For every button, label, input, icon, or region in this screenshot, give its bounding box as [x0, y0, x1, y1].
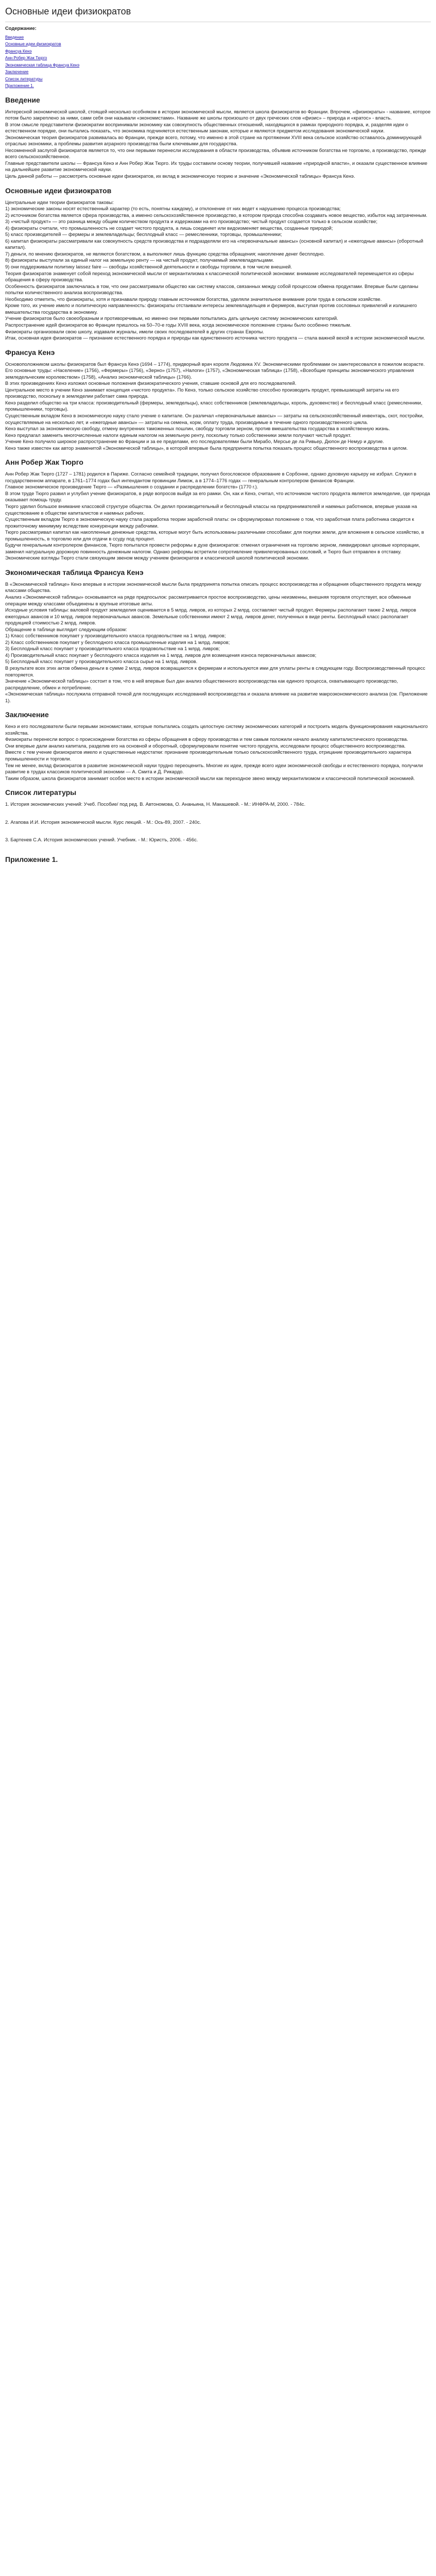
reference-item: 3. Бартенев С.А. История экономических учений. Учебник. - М.: Юристъ, 2006. - 456с.	[5, 837, 198, 843]
paragraph: 8) физиократы выступали за единый налог на земельную ренту — на чистый продукт, получаемый землевладельцами.	[5, 257, 274, 263]
paragraph: 4) физиократы считали, что промышленность не создает чистого продукта, а лишь соединяет или видоизменяет вещества, созданные природой;	[5, 225, 333, 231]
paragraph: Анализ «Экономической таблицы» основывается на ряде предпосылок: рассматривается простое воспроизводство, цены неизменны, внешняя торговля отсутствует, все обменные операции между классами объединены в крупные итоговые акты.	[5, 594, 411, 606]
reference-item: 1. История экономических учений: Учеб. Пособие/ под ред. В. Автономова, О. Ананьина, Н. Макашевой. - М.: ИНФРА-М, 2000. - 784с.	[5, 801, 306, 807]
paragraph: Физиократы организовали свою школу, издавали журналы, имели своих последователей в других странах Европы.	[5, 328, 264, 334]
paragraph: Теория физиократов знаменует собой переход экономической мысли от меркантилизма к классической политической экономии: внимание исследователей перемещается из сферы обращения в сферу производства.	[5, 270, 414, 283]
section-heading: Экономическая таблица Франсуа Кенэ	[5, 568, 144, 577]
toc-link[interactable]: Список литературы	[5, 76, 43, 81]
paragraph: 5) Бесплодный класс покупает у производительного класса сырье на 1 млрд. ливров.	[5, 658, 198, 665]
paragraph: Они впервые дали анализ капитала, разделив его на основной и оборотный, сформулировали понятие чистого продукта, исследовали процесс общественного воспроизводства.	[5, 742, 406, 749]
toc-heading: Содержание:	[5, 25, 37, 31]
paragraph: 4) Производительный класс покупает у бесплодного класса изделия на 1 млрд. ливров для возмещения износа первоначальных авансов;	[5, 652, 317, 658]
paragraph: «Экономическая таблица» послужила отправной точкой для последующих исследований воспроизводства и оказала влияние на развитие макроэкономического анализа (см. Приложение 1).	[5, 691, 428, 703]
toc-link[interactable]: Основные идеи физиократов	[5, 42, 61, 47]
section-body	[5, 361, 431, 452]
section-heading: Основные идеи физиократов	[5, 186, 112, 195]
paragraph: Тюрго уделил большое внимание классовой структуре общества. Он делил производительный и бесплодный классы на предпринимателей и наемных работников, впервые указав на существование в обществе капиталистов и наемных рабочих.	[5, 503, 417, 516]
paragraph: 7) деньги, по мнению физиократов, не являются богатством, а выполняют лишь функцию средства обращения; накопление денег бесплодно.	[5, 250, 325, 257]
paragraph: Учение Кенэ получило широкое распространение во Франции и за ее пределами, его последователями были Мирабо, Мерсье де ла Ривьер, Дюпон де Немур и другие.	[5, 438, 384, 445]
paragraph: Экономические взгляды Тюрго стали связующим звеном между учением физиократов и классической школой политической экономии.	[5, 555, 309, 561]
section-body	[5, 199, 431, 342]
paragraph: Распространение идей физиократов во Франции пришлось на 50–70-е годы XVIII века, когда экономическое положение страны было особенно тяжелым.	[5, 321, 352, 328]
paragraph: 6) капитал физиократы рассматривали как совокупность средств производства и подразделяли его на «первоначальные авансы» (основной капитал) и «ежегодные авансы» (оборотный капитал).	[5, 238, 424, 250]
section-heading: Введение	[5, 95, 40, 104]
paragraph: 1) Класс собственников покупает у производительного класса продовольствие на 1 млрд. ливров;	[5, 633, 226, 639]
paragraph: Таким образом, школа физиократов занимает особое место в истории экономической мысли как переходное звено между меркантилизмом и классической политической экономией.	[5, 775, 415, 781]
paragraph: Основоположником школы физиократов был Франсуа Кенэ (1694 – 1774), придворный врач короля Людовика XV. Экономическими проблемами он заинтересовался в пожилом возрасте.	[5, 361, 425, 367]
paragraph: Необходимо отметить, что физиократы, хотя и признавали природу главным источником богатства, уделяли значительное внимание роли труда в сельском хозяйстве.	[5, 296, 382, 302]
paragraph: 2) источником богатства является сфера производства, а именно сельскохозяйственное производство, в котором природа способна создавать новое вещество, избыток над затраченным.	[5, 212, 428, 218]
document-title: Основные идеи физиократов	[5, 6, 131, 16]
paragraph: 1) экономические законы носят естественный характер (то есть, понятны каждому), и отклонение от них ведет к нарушению процесса производства;	[5, 206, 341, 212]
paragraph: Вместе с тем учение физиократов имело и существенные недостатки: признание производительным только сельскохозяйственного труда, отрицание производительного характера промышленности и торговли.	[5, 749, 411, 762]
section-heading: Заключение	[5, 710, 49, 719]
paragraph: Его основные труды: «Население» (1756), «Фермеры» (1756), «Зерно» (1757), «Налоги» (1757), «Экономическая таблица» (1758), «Всеобщие принципы экономического управления земледельческим королевством» (1758), «Анализ экономической таблицы» (1766).	[5, 367, 414, 380]
paragraph: Кенэ также известен как автор знаменитой «Экономической таблицы», в которой впервые была предпринята попытка показать процесс общественного воспроизводства в целом.	[5, 445, 408, 451]
paragraph: Особенность физиократов заключалась в том, что они рассматривали общество как систему классов, связанных между собой процессом обмена продуктами. Впервые были сделаны попытки количественного анализа воспроизводства.	[5, 283, 418, 296]
paragraph: Обращение в таблице выглядит следующим образом:	[5, 626, 127, 632]
paragraph: В этих произведениях Кенэ изложил основные положения физиократического учения, ставшие основой для его последователей.	[5, 380, 297, 386]
paragraph: Главные представители школы — Франсуа Кенэ и Анн Робер Жак Тюрго. Их труды составили основу теории, получившей название «природной власти», и оказали существенное влияние на дальнейшее развитие экономической науки.	[5, 160, 428, 173]
paragraph: Анн Робер Жак Тюрго (1727 – 1781) родился в Париже. Согласно семейной традиции, получил богословское образование в Сорбонне, однако духовную карьеру не избрал. Служил в государственном аппарате, в 1761–1774 годах был интендантом провинции Лимож, а в 1774–1776 годах — генеральным контролером финансов Франции.	[5, 471, 416, 483]
toc-link[interactable]: Франсуа Кенэ	[5, 48, 32, 54]
paragraph: В результате всех этих актов обмена деньги в сумме 2 млрд. ливров возвращаются к фермерам и используются ими для уплаты ренты в следующем году. Воспроизводственный процесс повторяется.	[5, 665, 426, 677]
paragraph: 2) Класс собственников покупает у бесплодного класса промышленные изделия на 1 млрд. ливров;	[5, 639, 230, 645]
section-body	[5, 723, 431, 782]
paragraph: Тем не менее, вклад физиократов в развитие экономической науки трудно переоценить. Многие их идеи, прежде всего идеи экономической свободы и естественного порядка, получили развитие в трудах классиков политической экономии — А. Смита и Д. Рикардо.	[5, 762, 423, 775]
paragraph: 9) они поддерживали политику laissez faire — свободы хозяйственной деятельности и свободы торговли, в том числе внешней.	[5, 264, 292, 270]
references-heading: Список литературы	[5, 788, 77, 797]
paragraph: Учение физиократов было своеобразным и противоречивым, но именно они первыми попытались дать цельную систему экономических категорий.	[5, 315, 338, 321]
paragraph: Центральное место в учении Кенэ занимает концепция «чистого продукта». По Кенэ, только сельское хозяйство способно производить продукт, превышающий затраты на его производство, поскольку в земледелии работает сама природа.	[5, 386, 399, 399]
paragraph: Интересной экономической школой, стоящей несколько особняком в истории экономической мысли, является школа физиократов во Франции. Впрочем, «физиократы» - название, которое потом было закреплено за ними, сами себя они называли «экономистами». Название же школы произошло от двух греческих слов «физис» – природа и «кратос» - власть.	[5, 108, 431, 121]
paragraph: 3) Бесплодный класс покупает у производительного класса продовольствие на 1 млрд. ливров;	[5, 646, 220, 652]
section-body	[5, 109, 431, 180]
paragraph: Центральные идеи теории физиократов таковы:	[5, 199, 114, 205]
paragraph: Значение «Экономической таблицы» состоит в том, что в ней впервые был дан анализ общественного воспроизводства как единого процесса, охватывающего производство, распределение, обмен и потребление.	[5, 678, 398, 690]
toc-link[interactable]: Приложение 1.	[5, 83, 34, 89]
references-list	[5, 801, 431, 843]
toc-link[interactable]: Анн Робер Жак Тюрго	[5, 56, 47, 61]
paragraph: В этом смысле представители физиократии воспринимали экономику как совокупность общественных отношений, находящихся в рамках природного порядка, и, разделяя идеи о естественном порядке, они пытались показать, что экономика подчиняется естественным законам, которые и являются предметом исследования экономической науки.	[5, 121, 408, 134]
section-heading: Франсуа Кенэ	[5, 348, 55, 357]
paragraph: Кроме того, их учение имело и политическую направленность: физиократы отстаивали интересы землевладельцев и фермеров, выступая против сословных привилегий и излишнего вмешательства государства в экономику.	[5, 302, 417, 315]
appendix-heading: Приложение 1.	[5, 855, 58, 863]
paragraph: Тюрго рассматривал капитал как накопленные денежные средства, которые могут быть использованы различными способами: для покупки земли, для вложения в сельское хозяйство, в промышленность, в торговлю или для отдачи в ссуду под процент.	[5, 529, 424, 541]
paragraph: Главное экономическое произведение Тюрго — «Размышления о создании и распределении богатств» (1770 г.).	[5, 484, 258, 490]
paragraph: Цель данной работы — рассмотреть основные идеи физиократов, их вклад в экономическую теорию и значение «Экономической таблицы» Франсуа Кенэ.	[5, 173, 355, 179]
paragraph: Кенэ выступал за экономическую свободу, отмену внутренних таможенных пошлин, свободу торговли зерном, против вмешательства государства в хозяйственную жизнь.	[5, 426, 390, 432]
paragraph: Существенным вкладом Кенэ в экономическую науку стало учение о капитале. Он различал «первоначальные авансы» — затраты на сельскохозяйственный инвентарь, скот, постройки, осуществляемые на несколько лет, и «ежегодные авансы» — затраты на семена, корм, оплату труда, производимые в течение одного производственного цикла.	[5, 412, 424, 425]
paragraph: 3) «чистый продукт» — это разница между общим количеством продукта и издержками на его производство; чистый продукт создается только в сельском хозяйстве;	[5, 218, 378, 225]
reference-item: 2. Агапова И.И. История экономической мысли. Курс лекций. - М.: Ось-89, 2007. - 240с.	[5, 819, 201, 825]
paragraph: Итак, основная идея физиократов — признание естественного порядка и природы как единственного источника чистого продукта — стала важной вехой в истории экономической мысли.	[5, 335, 425, 341]
paragraph: Физиократы перенесли вопрос о происхождении богатства из сферы обращения в сферу производства и тем самым положили начало анализу капиталистического производства.	[5, 736, 408, 742]
toc-link[interactable]: Введение	[5, 35, 24, 40]
paragraph: В «Экономической таблице» Кенэ впервые в истории экономической мысли была предпринята попытка описать процесс воспроизводства и обращения общественного продукта между классами общества.	[5, 581, 422, 594]
paragraph: Будучи генеральным контролером финансов, Тюрго попытался провести реформы в духе физиократов: отменил ограничения на торговлю зерном, ликвидировал цеховые корпорации, заменил натуральную дорожную повинность денежным налогом. Однако реформы встретили сопротивление привилегированных сословий, и Тюрго был отправлен в отставку.	[5, 542, 420, 554]
toc-link[interactable]: Экономическая таблица Франсуа Кенэ	[5, 62, 80, 67]
paragraph: 5) класс производителей — фермеры и землевладельцы; бесплодный класс — ремесленники, торговцы, промышленники;	[5, 231, 282, 238]
paragraph: Экономическая теория физиократов развивалась во Франции, прежде всего, потому, что именно в этой стране на протяжении XVIII века сельское хозяйство оставалось доминирующей отраслью экономики, а проблемы развития аграрного производства были ключевыми для государства.	[5, 134, 422, 147]
paragraph: Кенэ и его последователи были первыми экономистами, которые попытались создать целостную систему экономических категорий и построить модель функционирования национального хозяйства.	[5, 723, 428, 736]
paragraph: Несомненной заслугой физиократов является то, что они первыми перенесли исследования в области производства, объявив источником богатства не торговлю, а производство, прежде всего сельскохозяйственное.	[5, 147, 426, 160]
section-body	[5, 471, 431, 562]
document-page	[0, 0, 436, 864]
paragraph: Кенэ предлагал заменить многочисленные налоги единым налогом на земельную ренту, поскольку только собственники земли получают чистый продукт.	[5, 432, 352, 438]
paragraph: Исходные условия таблицы: валовой продукт земледелия оценивается в 5 млрд. ливров, из которых 2 млрд. составляет чистый продукт. Фермеры располагают также 2 млрд. ливров ежегодных авансов и 10 млрд. ливров первоначальных авансов. Земельные собственники имеют 2 млрд. ливров денег, полученных в виде ренты. Бесплодный класс располагает продукцией стоимостью 2 млрд. ливров.	[5, 607, 416, 626]
section-heading: Анн Робер Жак Тюрго	[5, 458, 83, 467]
paragraph: Существенным вкладом Тюрго в экономическую науку стала разработка теории заработной платы: он сформулировал положение о том, что заработная плата работника сводится к прожиточному минимуму вследствие конкуренции между рабочими.	[5, 516, 414, 529]
table-of-contents	[5, 35, 431, 89]
document-body	[5, 95, 431, 782]
section-body	[5, 581, 431, 704]
paragraph: В этом труде Тюрго развил и углубил учение физиократов, в ряде вопросов выйдя за его рамки. Он, как и Кенэ, считал, что источником чистого продукта является земледелие, где природа оказывает помощь труду.	[5, 490, 430, 503]
toc-link[interactable]: Заключение	[5, 70, 29, 75]
paragraph: Кенэ разделил общество на три класса: производительный (фермеры, земледельцы), класс собственников (землевладельцы, король, духовенство) и бесплодный класс (ремесленники, промышленники, торговцы).	[5, 399, 423, 412]
